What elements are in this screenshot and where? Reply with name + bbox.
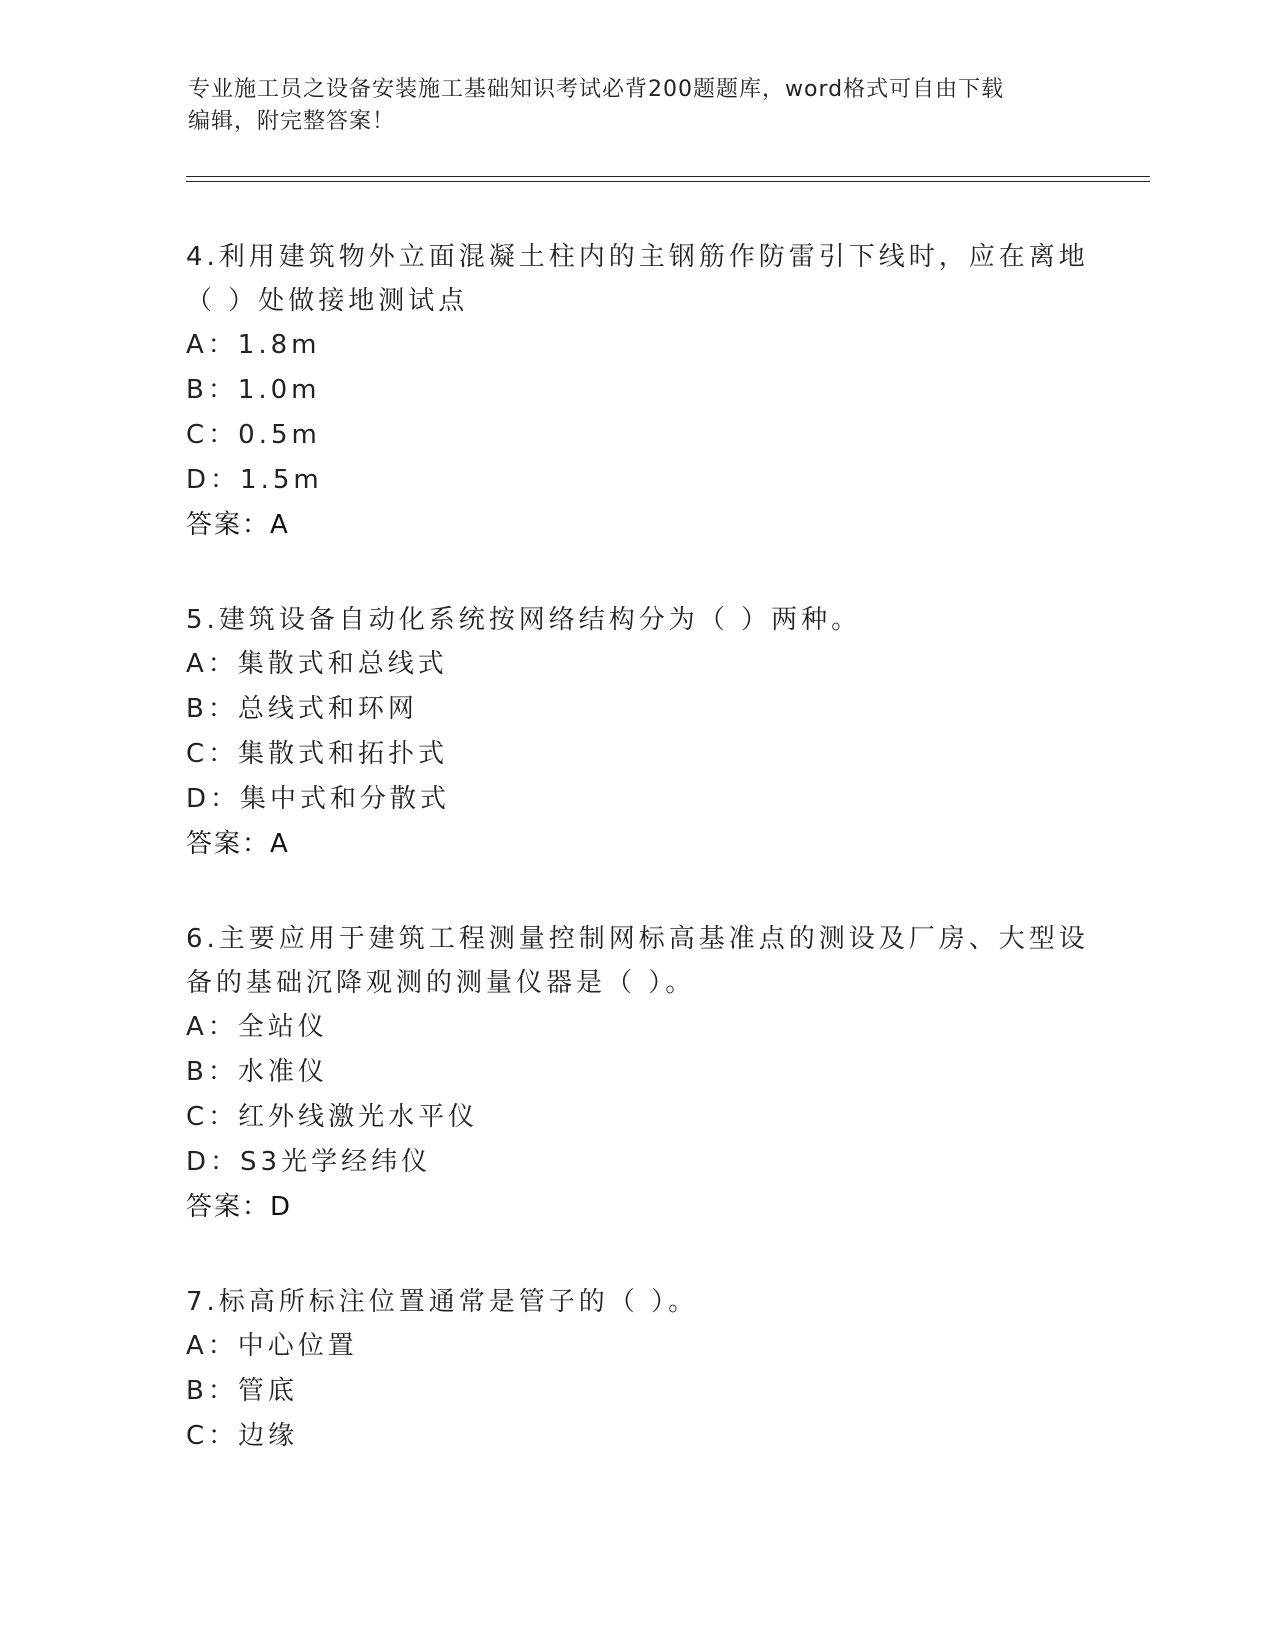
question-title-line-2: 备的基础沉降观测的测量仪器是（ ）。: [186, 968, 696, 998]
question-title-line-1: 5.建筑设备自动化系统按网络结构分为（ ）两种。: [186, 605, 862, 635]
option-b: B：1.0m: [186, 375, 321, 405]
header-line-1: 专业施工员之设备安装施工基础知识考试必背200题题库，word格式可自由下载: [188, 77, 1005, 102]
option-b: B：水准仪: [186, 1057, 328, 1087]
question-5: [186, 598, 1086, 867]
option-d: D：集中式和分散式: [186, 784, 451, 814]
option-c: C：0.5m: [186, 420, 321, 450]
question-title-line-1: 7.标高所标注位置通常是管子的（ ）。: [186, 1287, 699, 1317]
answer-line: 答案：D: [186, 1192, 293, 1222]
option-a: A：全站仪: [186, 1012, 328, 1042]
answer-line: 答案：A: [186, 829, 290, 859]
question-title-line-1: 6.主要应用于建筑工程测量控制网标高基准点的测设及厂房、大型设: [186, 924, 1089, 954]
question-title-line-1: 4.利用建筑物外立面混凝土柱内的主钢筋作防雷引下线时，应在离地: [186, 242, 1089, 272]
option-a: A：1.8m: [186, 330, 321, 360]
question-6: [186, 917, 1089, 1230]
answer-line: 答案：A: [186, 510, 290, 540]
option-b: B：总线式和环网: [186, 694, 418, 724]
option-d: D：S3光学经纬仪: [186, 1147, 432, 1177]
option-b: B：管底: [186, 1376, 298, 1406]
option-c: C：集散式和拓扑式: [186, 739, 449, 769]
option-a: A：集散式和总线式: [186, 649, 448, 679]
header-divider-top: [186, 176, 1150, 177]
option-c: C：边缘: [186, 1421, 299, 1451]
question-title-line-2: （ ）处做接地测试点: [186, 286, 469, 316]
question-7: [186, 1280, 1086, 1459]
header-divider-bottom: [186, 181, 1150, 182]
option-c: C：红外线激光水平仪: [186, 1102, 479, 1132]
header-line-2: 编辑，附完整答案！: [188, 109, 396, 134]
question-4: [186, 235, 1089, 548]
option-d: D：1.5m: [186, 465, 323, 495]
document-header: [188, 74, 1068, 138]
option-a: A：中心位置: [186, 1331, 358, 1361]
